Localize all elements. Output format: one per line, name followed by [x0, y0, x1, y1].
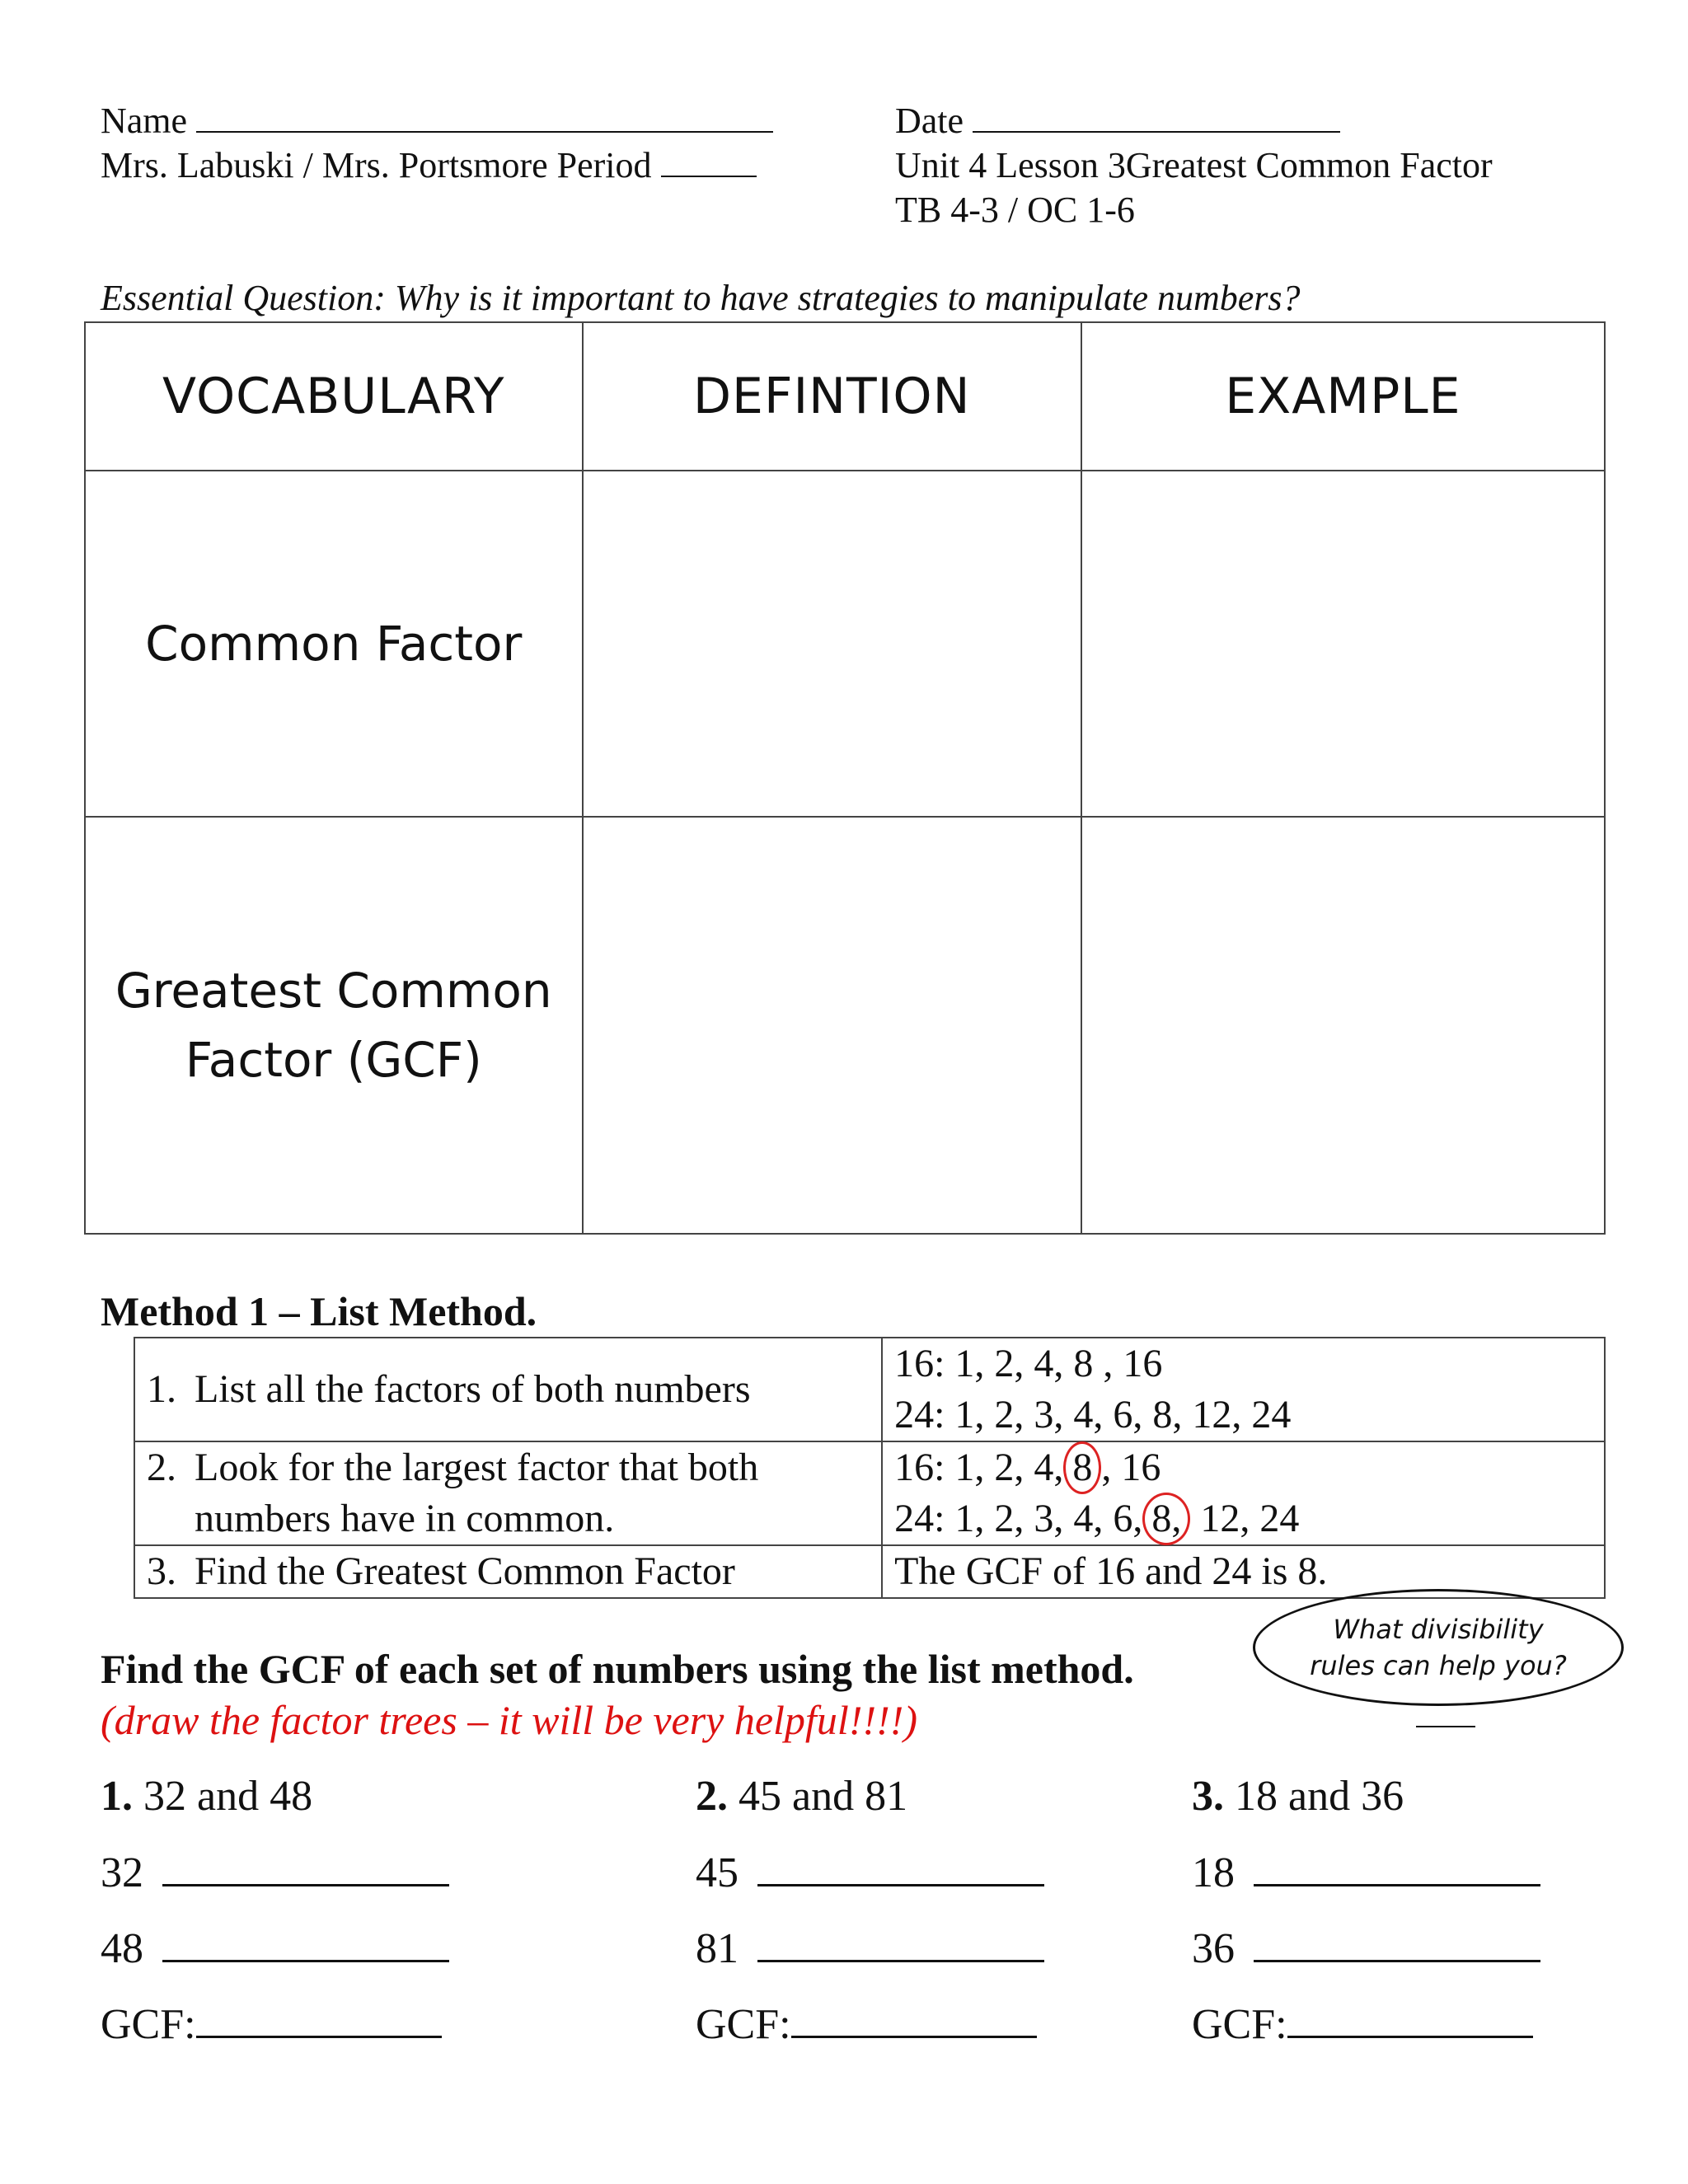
- gcf-answer-line[interactable]: [196, 1999, 442, 2038]
- vocab-term-common-factor: [85, 471, 583, 817]
- method-step-2: [134, 1441, 1605, 1545]
- row-number: 18: [1192, 1849, 1235, 1896]
- vocab-header-example: EXAMPLE: [1081, 322, 1605, 471]
- problem-label: 45 and 81: [738, 1773, 908, 1820]
- problem-2-row-a: [696, 1848, 1044, 1897]
- example-text: , 16: [1101, 1446, 1161, 1489]
- row-number: 45: [696, 1849, 738, 1896]
- lesson-reference: TB 4-3 / OC 1-6: [895, 190, 1135, 230]
- divider: [1416, 1726, 1475, 1727]
- method1-table: [134, 1337, 1606, 1599]
- problem-number: 2.: [696, 1773, 728, 1820]
- problem-1-title: [101, 1772, 312, 1821]
- problem-1-gcf: [101, 1999, 442, 2049]
- factor-answer-line[interactable]: [757, 1848, 1044, 1886]
- callout-line: What divisibility: [1333, 1614, 1544, 1645]
- step-number: 2.: [147, 1446, 176, 1489]
- date-line: [895, 99, 1340, 143]
- callout-line: rules can help you?: [1310, 1650, 1567, 1681]
- problem-3-row-b: [1192, 1924, 1540, 1973]
- vocab-term-text: Greatest Common: [115, 963, 552, 1019]
- vocab-term-gcf: [85, 817, 583, 1234]
- problem-3-title: [1192, 1772, 1404, 1821]
- method-step-text: [134, 1338, 882, 1441]
- circled-common-factor: 8: [1063, 1441, 1101, 1494]
- gcf-answer-line[interactable]: [791, 1999, 1037, 2038]
- factor-answer-line[interactable]: [162, 1924, 449, 1962]
- step-number: 3.: [147, 1549, 176, 1593]
- example-text: 12, 24: [1200, 1497, 1300, 1540]
- method1-title: Method 1 – List Method.: [101, 1288, 537, 1334]
- vocab-term-text: Factor (GCF): [185, 1032, 482, 1088]
- essential-question: Essential Question: Why is it important to have strategies to manipulate numbers?: [101, 278, 1301, 318]
- problem-2-gcf: [696, 1999, 1037, 2049]
- divisibility-callout: [1253, 1589, 1624, 1706]
- gcf-label: GCF:: [1192, 2001, 1287, 2048]
- example-text: 16: 1, 2, 4,: [894, 1446, 1064, 1489]
- factor-answer-line[interactable]: [162, 1848, 449, 1886]
- example-line: 16: 1, 2, 4, 8 , 16: [894, 1342, 1163, 1385]
- problem-number: 1.: [101, 1773, 133, 1820]
- vocabulary-table: [84, 321, 1606, 1235]
- example-cell-common-factor[interactable]: [1081, 471, 1605, 817]
- method-step-example: [882, 1545, 1605, 1598]
- gcf-label: GCF:: [696, 2001, 791, 2048]
- name-label: Name: [101, 101, 188, 141]
- practice-note: (draw the factor trees – it will be very helpful!!!!): [101, 1697, 917, 1743]
- step-description: Look for the largest factor that both: [195, 1446, 759, 1489]
- example-line: [894, 1442, 1592, 1493]
- gcf-label: GCF:: [101, 2001, 196, 2048]
- problem-2-row-b: [696, 1924, 1044, 1973]
- step-number: 1.: [147, 1367, 176, 1411]
- vocab-row-gcf: [85, 817, 1605, 1234]
- vocab-row-common-factor: [85, 471, 1605, 817]
- date-field[interactable]: [973, 103, 1340, 133]
- example-line: 24: 1, 2, 3, 4, 6, 8, 12, 24: [894, 1393, 1292, 1436]
- step-description: numbers have in common.: [195, 1497, 615, 1540]
- row-number: 81: [696, 1925, 738, 1972]
- vocab-term-text: Common Factor: [145, 616, 523, 672]
- row-number: 32: [101, 1849, 143, 1896]
- row-number: 48: [101, 1925, 143, 1972]
- practice-title: Find the GCF of each set of numbers using the list method.: [101, 1646, 1134, 1692]
- problem-3-gcf: [1192, 1999, 1533, 2049]
- vocab-header-vocabulary: VOCABULARY: [85, 322, 583, 471]
- problem-1-row-a: [101, 1848, 449, 1897]
- definition-cell-common-factor[interactable]: [583, 471, 1081, 817]
- name-line: [101, 99, 773, 143]
- method-step-text: [134, 1441, 882, 1545]
- name-field[interactable]: [196, 103, 773, 133]
- problem-label: 18 and 36: [1235, 1773, 1404, 1820]
- example-text: 24: 1, 2, 3, 4, 6,: [894, 1497, 1143, 1540]
- row-number: 36: [1192, 1925, 1235, 1972]
- method-step-3: [134, 1545, 1605, 1598]
- problem-1-row-b: [101, 1924, 449, 1973]
- period-field[interactable]: [661, 148, 757, 177]
- factor-answer-line[interactable]: [757, 1924, 1044, 1962]
- method-step-example: [882, 1338, 1605, 1441]
- method-step-example: [882, 1441, 1605, 1545]
- gcf-answer-line[interactable]: [1287, 1999, 1533, 2038]
- factor-answer-line[interactable]: [1254, 1848, 1540, 1886]
- teacher-label: Mrs. Labuski / Mrs. Portsmore Period: [101, 145, 652, 185]
- problem-number: 3.: [1192, 1773, 1224, 1820]
- example-line: [894, 1493, 1592, 1544]
- vocab-header-definition: DEFINTION: [583, 322, 1081, 471]
- circled-common-factor: 8,: [1142, 1493, 1190, 1545]
- vocab-header-row: [85, 322, 1605, 471]
- definition-cell-gcf[interactable]: [583, 817, 1081, 1234]
- step-description: List all the factors of both numbers: [195, 1367, 751, 1411]
- teacher-line: [101, 143, 757, 188]
- problem-3-row-a: [1192, 1848, 1540, 1897]
- factor-answer-line[interactable]: [1254, 1924, 1540, 1962]
- method-step-text: [134, 1545, 882, 1598]
- lesson-title: Unit 4 Lesson 3Greatest Common Factor: [895, 145, 1493, 185]
- method-step-1: [134, 1338, 1605, 1441]
- step-description: Find the Greatest Common Factor: [195, 1549, 735, 1593]
- problem-2-title: [696, 1772, 907, 1821]
- example-cell-gcf[interactable]: [1081, 817, 1605, 1234]
- example-line: The GCF of 16 and 24 is 8.: [894, 1549, 1328, 1593]
- date-label: Date: [895, 101, 964, 141]
- problem-label: 32 and 48: [143, 1773, 313, 1820]
